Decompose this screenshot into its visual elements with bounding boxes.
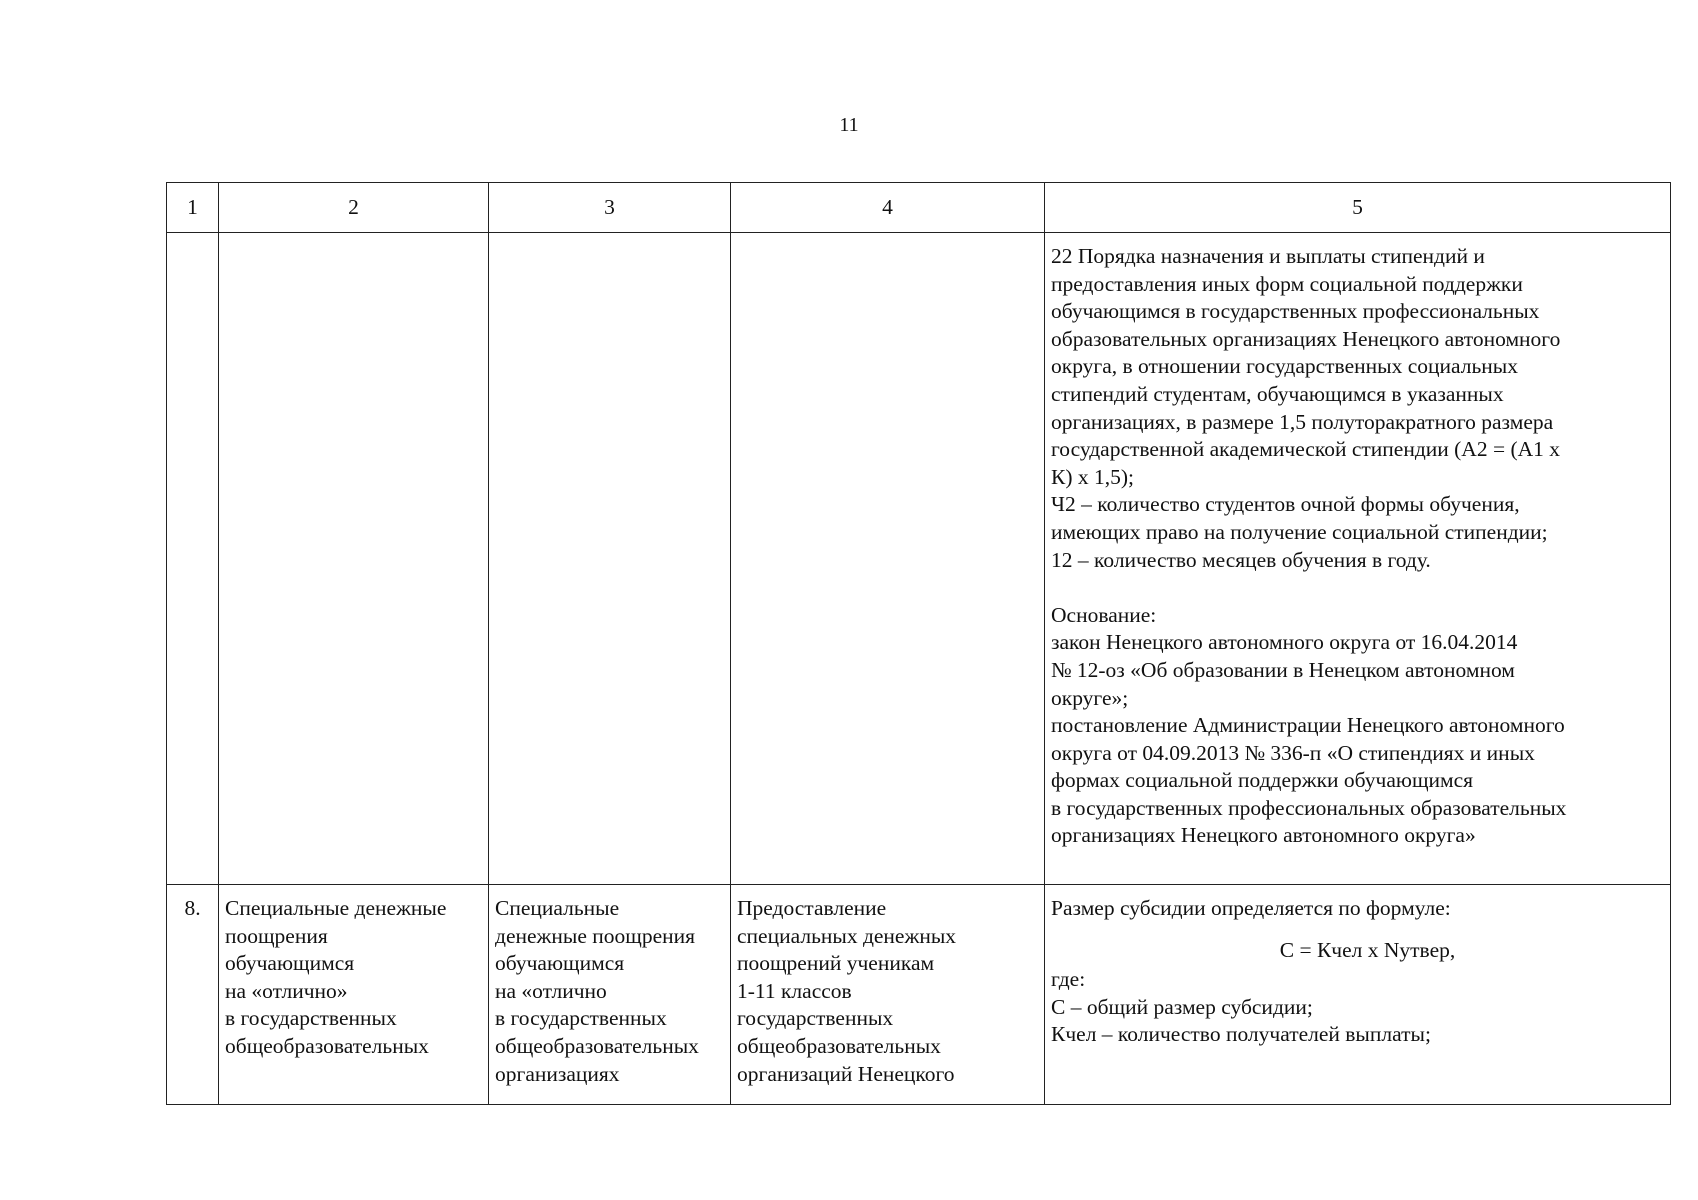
basis-line: организациях Ненецкого автономного округа» [1051, 823, 1476, 848]
text-line: государственной академической стипендии (А2 = (А1 х [1051, 437, 1561, 462]
text-line: поощрений ученикам [737, 951, 935, 976]
text-line: общеобразовательных [225, 1033, 429, 1058]
header-col-3: 3 [489, 183, 731, 233]
text-line: организациях [495, 1061, 620, 1086]
text-line: денежные поощрения [495, 923, 696, 948]
formula-intro: Размер субсидии определяется по формуле: [1051, 896, 1451, 920]
text-line: 12 – количество месяцев обучения в году. [1051, 547, 1431, 572]
text-line: на «отлично» [225, 978, 348, 1003]
cell-empty-2 [219, 233, 489, 885]
basis-line: в государственных профессиональных образовательных [1051, 795, 1567, 820]
text-line: К) х 1,5); [1051, 464, 1135, 489]
cell-subsidy-name [489, 885, 731, 1105]
text-line: 1-11 классов [737, 978, 852, 1003]
text-line: стипендий студентам, обучающимся в указанных [1051, 381, 1504, 406]
data-table [166, 182, 1671, 1105]
text-line: Специальные денежные [225, 896, 447, 920]
text-line: Предоставление [737, 896, 887, 920]
text-line: Ч2 – количество студентов очной формы обучения, [1051, 492, 1520, 517]
cell-methodology-continued [1045, 233, 1671, 885]
text-line: государственных [737, 1006, 894, 1031]
basis-line: формах социальной поддержки обучающимся [1051, 768, 1474, 793]
text-line: специальных денежных [737, 923, 957, 948]
text-line: где: [1051, 967, 1086, 992]
text-line: округа, в отношении государственных социальных [1051, 354, 1518, 379]
table-row-8 [167, 885, 1671, 1105]
text-line: обучающимся в государственных профессиональных [1051, 299, 1540, 324]
basis-heading: Основание: [1051, 602, 1157, 627]
text-line: образовательных организациях Ненецкого автономного [1051, 326, 1561, 351]
basis-line: постановление Администрации Ненецкого автономного [1051, 713, 1565, 738]
text-line: С – общий размер субсидии; [1051, 994, 1313, 1019]
text-line: в государственных [495, 1006, 667, 1031]
cell-empty-3 [489, 233, 731, 885]
basis-line: округа от 04.09.2013 № 336-п «О стипендиях и иных [1051, 740, 1535, 765]
text-line: 22 Порядка назначения и выплаты стипендий и [1051, 244, 1485, 268]
table-row-continuation [167, 233, 1671, 885]
text-line: Специальные [495, 896, 620, 920]
subsidy-formula: С = Кчел х Nутвер, [1279, 937, 1456, 962]
text-line: поощрения [225, 923, 328, 948]
header-col-1: 1 [167, 183, 219, 233]
text-line: организаций Ненецкого [737, 1061, 955, 1086]
text-line: в государственных [225, 1006, 397, 1031]
cell-purpose [731, 885, 1045, 1105]
row-number: 8. [167, 885, 219, 1105]
table-header-row [167, 183, 1671, 233]
page-number: 11 [839, 114, 859, 136]
basis-line: округе»; [1051, 685, 1129, 710]
cell-measure-name [219, 885, 489, 1105]
header-col-4: 4 [731, 183, 1045, 233]
text-line: предоставления иных форм социальной поддержки [1051, 271, 1523, 296]
text-line: Кчел – количество получателей выплаты; [1051, 1022, 1431, 1047]
text-line: общеобразовательных [737, 1033, 941, 1058]
text-line: общеобразовательных [495, 1033, 699, 1058]
basis-line: № 12-оз «Об образовании в Ненецком автономном [1051, 657, 1515, 682]
basis-line: закон Ненецкого автономного округа от 16.04.2014 [1051, 630, 1518, 655]
text-line: обучающимся [225, 951, 355, 976]
cell-empty-4 [731, 233, 1045, 885]
spacer [1051, 574, 1664, 602]
text-line: имеющих право на получение социальной стипендии; [1051, 519, 1548, 544]
header-col-5: 5 [1045, 183, 1671, 233]
text-line: организациях, в размере 1,5 полуторакратного размера [1051, 409, 1554, 434]
text-line: обучающимся [495, 951, 625, 976]
cell-calculation [1045, 885, 1671, 1105]
header-col-2: 2 [219, 183, 489, 233]
cell-empty-1 [167, 233, 219, 885]
text-line: на «отлично [495, 978, 607, 1003]
